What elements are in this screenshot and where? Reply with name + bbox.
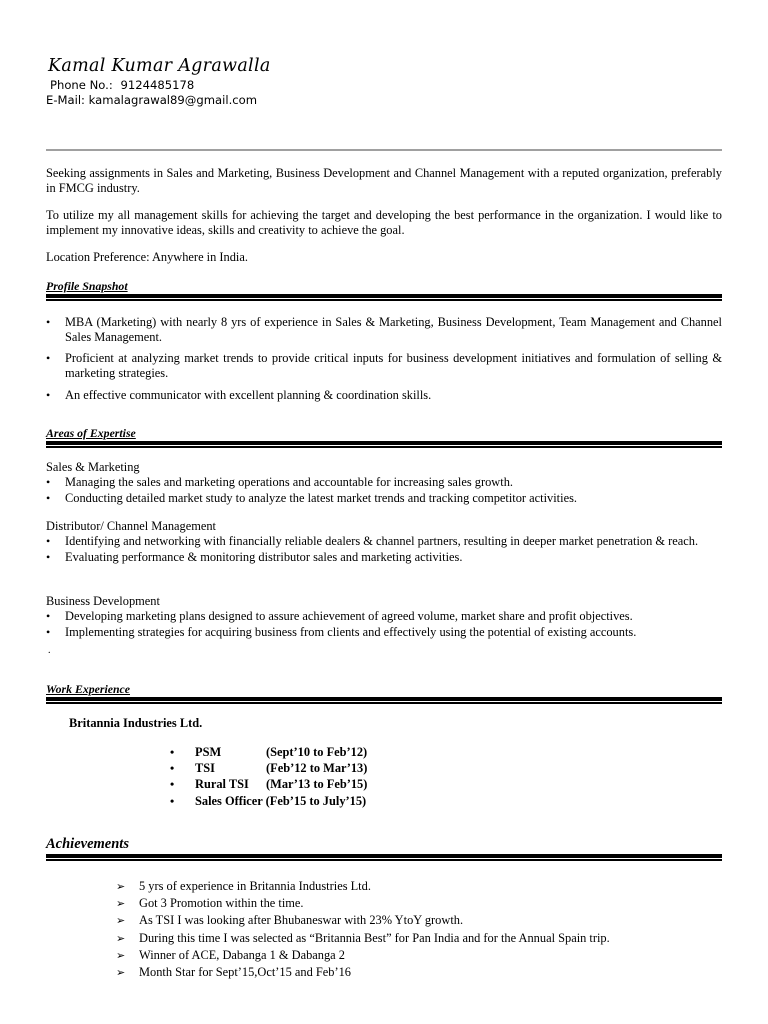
list-item: • Conducting detailed market study to analyze the latest market trends and tracking competitor activities. [46, 491, 577, 505]
bullet-icon: • [46, 609, 51, 623]
list-item: ➢ Got 3 Promotion within the time. [116, 895, 610, 912]
areas-of-expertise-title: Areas of Expertise [46, 426, 136, 440]
achievements-title: Achievements [46, 836, 129, 852]
phone-label: Phone No.: [50, 78, 113, 92]
objective-paragraph-2: To utilize my all management skills for achieving the target and developing the best performance in the organization. I would like to implement my innovative ideas, skills and creativity to achieve the goal. [46, 208, 722, 237]
profile-snapshot-title: Profile Snapshot [46, 279, 128, 293]
arrow-bullet-icon: ➢ [116, 948, 126, 962]
role-period: (Feb’15 to July’15) [265, 793, 367, 808]
role-title: Rural TSI [195, 777, 249, 792]
list-item: ➢ 5 yrs of experience in Britannia Industries Ltd. [116, 878, 610, 895]
email-address: kamalagrawal89@gmail.com [88, 93, 258, 107]
arrow-bullet-icon: ➢ [116, 914, 126, 928]
bullet-icon: • [46, 625, 51, 639]
section-rule [46, 697, 722, 704]
bullet-icon: • [46, 550, 51, 564]
table-row [170, 761, 367, 777]
role-title: PSM [195, 745, 222, 759]
role-period: (Mar’13 to Feb’15) [266, 777, 368, 792]
email-label: E-Mail: [46, 93, 85, 107]
arrow-bullet-icon: ➢ [116, 897, 126, 911]
role-period: (Sept’10 to Feb’12) [266, 745, 368, 759]
bullet-icon: • [46, 534, 51, 548]
table-row [170, 794, 367, 810]
phone-line [50, 78, 194, 92]
list-item: ➢ Month Star for Sept’15,Oct’15 and Feb’16 [116, 964, 610, 981]
expertise-list [46, 475, 722, 506]
bullet-icon: • [170, 745, 175, 759]
section-rule [46, 441, 722, 448]
phone-number: 9124485178 [120, 78, 195, 92]
expertise-list [46, 534, 722, 565]
list-item: • Implementing strategies for acquiring business from clients and effectively using the potential of existing accounts. [46, 625, 637, 639]
list-item: • Developing marketing plans designed to assure achievement of agreed volume, market share and profit objectives. [46, 609, 633, 623]
list-item: • Identifying and networking with financially reliable dealers & channel partners, resulting in deeper market penetration & reach. [46, 534, 699, 548]
role-period: (Feb’12 to Mar’13) [266, 761, 368, 776]
section-rule [46, 854, 722, 861]
bullet-icon: • [46, 388, 51, 402]
list-item: • MBA (Marketing) with nearly 8 yrs of experience in Sales & Marketing, Business Development, Team Management and Channel Sales Management. [46, 315, 722, 344]
work-experience-title: Work Experience [46, 682, 130, 696]
bullet-icon: • [46, 491, 51, 505]
list-item: • Proficient at analyzing market trends to provide critical inputs for business development initiatives and formulation of selling & marketing strategies. [46, 351, 722, 380]
bullet-icon: • [170, 793, 175, 808]
expertise-subheading: Distributor/ Channel Management [46, 519, 216, 533]
role-title: TSI [195, 761, 215, 776]
bullet-icon: • [46, 315, 51, 329]
list-item: ➢ Winner of ACE, Dabanga 1 & Dabanga 2 [116, 947, 610, 964]
header-divider [46, 149, 722, 151]
role-title: Sales Officer [195, 793, 263, 808]
objective-paragraph-1: Seeking assignments in Sales and Marketing, Business Development and Channel Management with a reputed organization, preferably in FMCG industry. [46, 166, 722, 195]
location-preference: Location Preference: Anywhere in India. [46, 250, 248, 264]
company-name: Britannia Industries Ltd. [69, 716, 203, 730]
table-row [170, 777, 367, 793]
bullet-icon: • [170, 777, 175, 792]
achievements-list [116, 878, 610, 981]
section-rule [46, 294, 722, 301]
list-item: ➢ During this time I was selected as “Britannia Best” for Pan India and for the Annual Spain trip. [116, 930, 610, 947]
expertise-subheading: Sales & Marketing [46, 460, 140, 474]
roles-table [170, 745, 367, 810]
table-row [170, 745, 367, 761]
list-item: • Managing the sales and marketing operations and accountable for increasing sales growth. [46, 475, 513, 489]
arrow-bullet-icon: ➢ [116, 880, 126, 893]
bullet-icon: • [46, 351, 51, 365]
expertise-subheading: Business Development [46, 594, 160, 608]
stray-mark: . [48, 645, 51, 656]
candidate-name: Kamal Kumar Agrawalla [48, 56, 271, 76]
expertise-list [46, 609, 722, 640]
bullet-icon: • [46, 475, 51, 489]
arrow-bullet-icon: ➢ [116, 931, 126, 945]
bullet-icon: • [170, 761, 175, 776]
profile-list [46, 315, 722, 403]
list-item: • Evaluating performance & monitoring distributor sales and marketing activities. [46, 550, 463, 564]
list-item: • An effective communicator with excellent planning & coordination skills. [46, 388, 432, 402]
email-line [46, 93, 257, 107]
list-item: ➢ As TSI I was looking after Bhubaneswar with 23% YtoY growth. [116, 912, 610, 929]
arrow-bullet-icon: ➢ [116, 966, 126, 980]
